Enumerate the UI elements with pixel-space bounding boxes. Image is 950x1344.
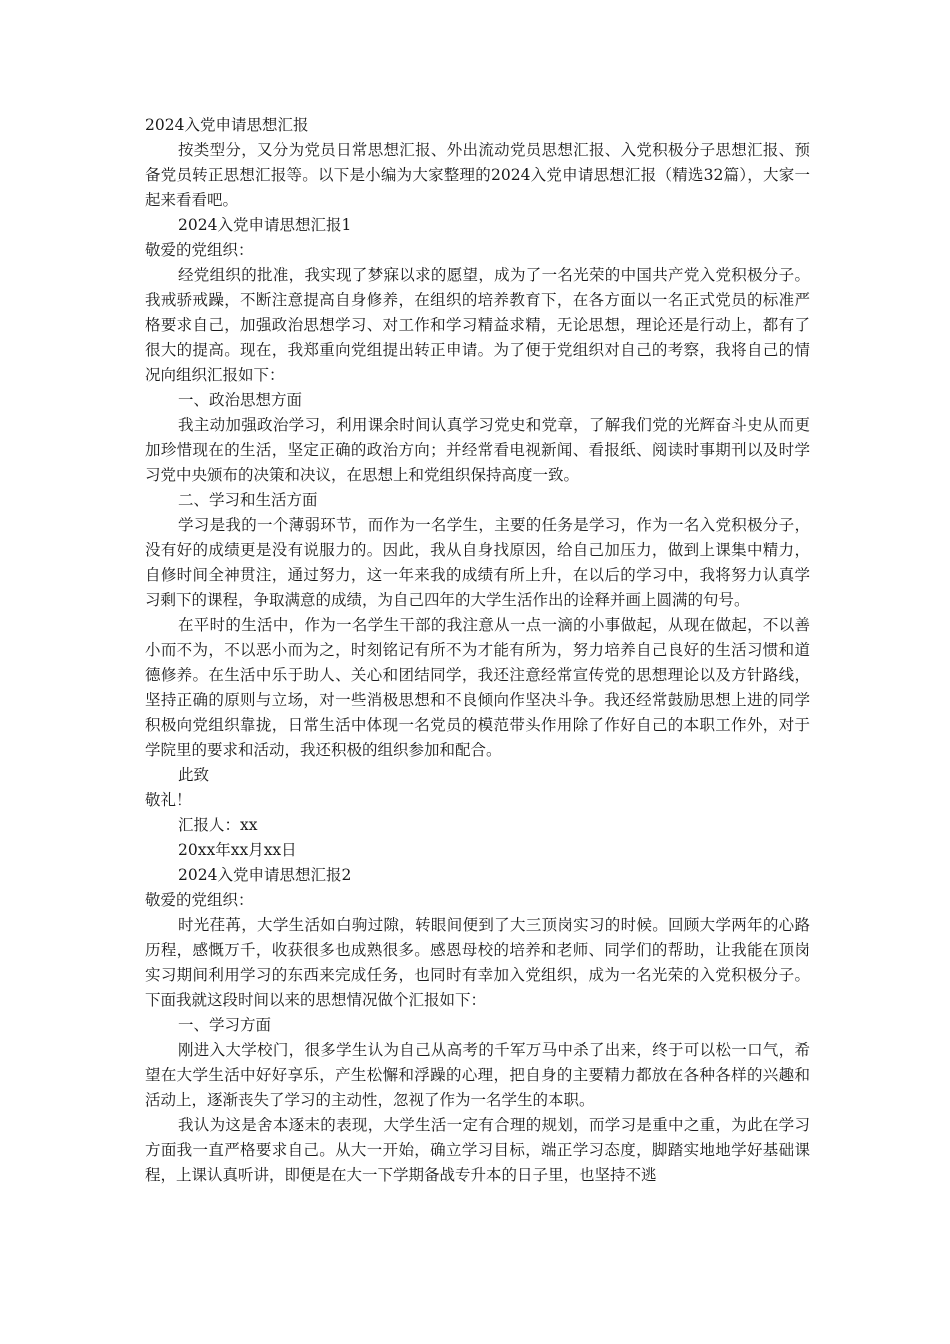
intro-paragraph: 按类型分，又分为党员日常思想汇报、外出流动党员思想汇报、入党积极分子思想汇报、预备党员转正思想汇报等。以下是小编为大家整理的2024入党申请思想汇报（精选32篇），大家一起来看看吧。 [145,141,810,209]
report2-section-study: 一、学习方面 [178,1016,272,1034]
report1-section-study-life: 二、学习和生活方面 [178,491,318,509]
report1-closing-1: 此致 [178,766,210,784]
report1-section-political: 一、政治思想方面 [178,391,303,409]
report1-date: 20xx年xx月xx日 [178,841,297,859]
report1-paragraph-1: 经党组织的批准，我实现了梦寐以求的愿望，成为了一名光荣的中国共产党入党积极分子。我戒骄戒躁，不断注意提高自身修养，在组织的培养教育下，在各方面以一名正式党员的标准严格要求自己，加强政治思想学习、对工作和学习精益求精，无论思想，理论还是行动上，都有了很大的提高。现在，我郑重向党组提出转正申请。为了便于党组织对自己的考察，我将自己的情况向组织汇报如下： [145,266,810,384]
report1-paragraph-2: 我主动加强政治学习，利用课余时间认真学习党史和党章，了解我们党的光辉奋斗史从而更加珍惜现在的生活，坚定正确的政治方向；并经常看电视新闻、看报纸、阅读时事期刊以及时学习党中央颁布的决策和决议，在思想上和党组织保持高度一致。 [145,416,810,484]
report2-paragraph-2: 刚进入大学校门，很多学生认为自己从高考的千军万马中杀了出来，终于可以松一口气，希望在大学生活中好好享乐，产生松懈和浮躁的心理，把自身的主要精力都放在各种各样的兴趣和活动上，逐渐丧失了学习的主动性，忽视了作为一名学生的本职。 [145,1041,810,1109]
report1-salutation: 敬爱的党组织： [145,241,254,259]
report2-paragraph-3: 我认为这是舍本逐末的表现，大学生活一定有合理的规划，而学习是重中之重，为此在学习方面我一直严格要求自己。从大一开始，确立学习目标，端正学习态度，脚踏实地地学好基础课程，上课认真听讲，即便是在大一下学期备战专升本的日子里，也坚持不逃 [145,1116,810,1184]
report2-salutation: 敬爱的党组织： [145,891,254,909]
report1-reporter: 汇报人：xx [178,816,258,834]
report1-heading: 2024入党申请思想汇报1 [178,216,352,234]
document-page [145,113,810,1188]
report2-heading: 2024入党申请思想汇报2 [178,866,352,884]
document-title: 2024入党申请思想汇报 [145,116,309,134]
report1-paragraph-3: 学习是我的一个薄弱环节，而作为一名学生，主要的任务是学习，作为一名入党积极分子，没有好的成绩更是没有说服力的。因此，我从自身找原因，给自己加压力，做到上课集中精力，自修时间全神贯注，通过努力，这一年来我的成绩有所上升，在以后的学习中，我将努力认真学习剩下的课程，争取满意的成绩，为自己四年的大学生活作出的诠释并画上圆满的句号。 [145,516,810,609]
report1-closing-2: 敬礼！ [145,791,192,809]
report1-paragraph-4: 在平时的生活中，作为一名学生干部的我注意从一点一滴的小事做起，从现在做起，不以善小而不为，不以恶小而为之，时刻铭记有所不为才能有所为，努力培养自己良好的生活习惯和道德修养。在生活中乐于助人、关心和团结同学，我还注意经常宣传党的思想理论以及方针路线，坚持正确的原则与立场，对一些消极思想和不良倾向作坚决斗争。我还经常鼓励思想上进的同学积极向党组织靠拢，日常生活中体现一名党员的模范带头作用除了作好自己的本职工作外，对于学院里的要求和活动，我还积极的组织参加和配合。 [145,616,810,759]
report2-paragraph-1: 时光荏苒，大学生活如白驹过隙，转眼间便到了大三顶岗实习的时候。回顾大学两年的心路历程，感慨万千，收获很多也成熟很多。感恩母校的培养和老师、同学们的帮助，让我能在顶岗实习期间利用学习的东西来完成任务，也同时有幸加入党组织，成为一名光荣的入党积极分子。下面我就这段时间以来的思想情况做个汇报如下： [145,916,810,1009]
